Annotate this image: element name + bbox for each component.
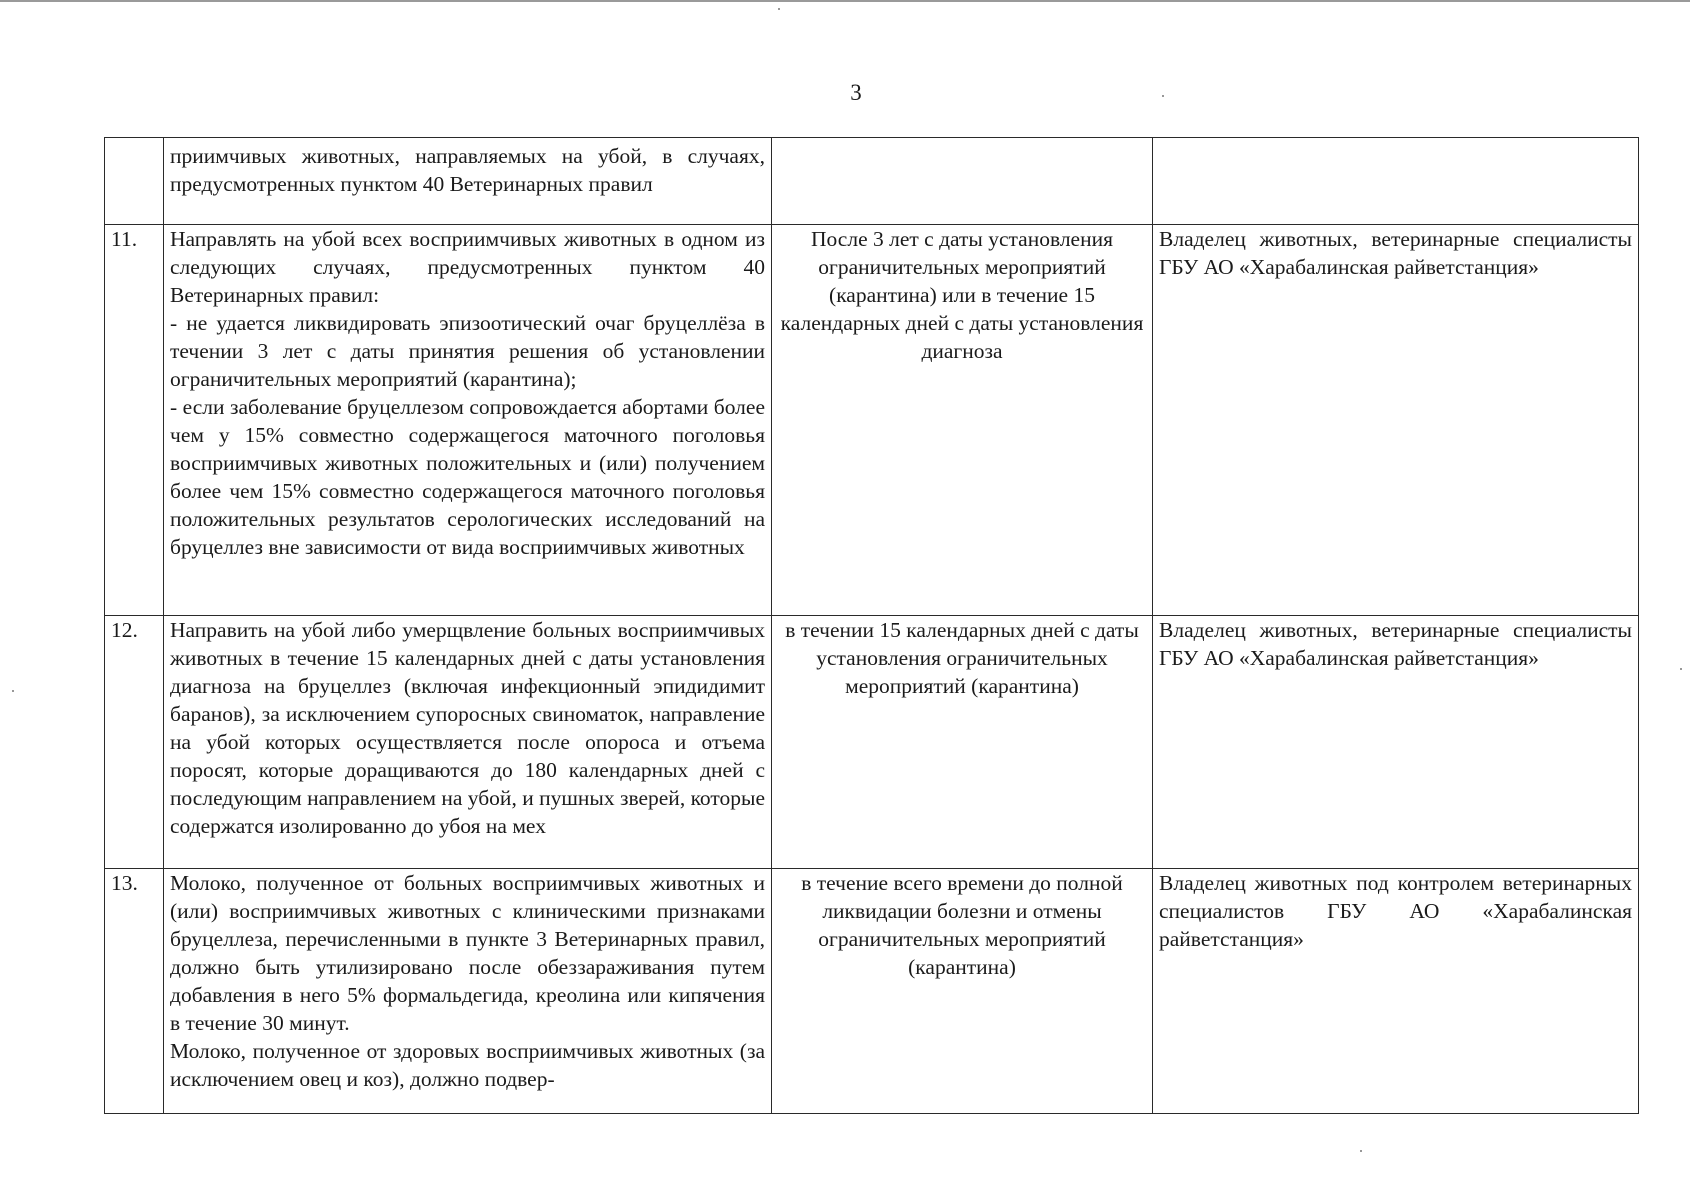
scan-speck [12, 690, 14, 692]
table-row-continuation [105, 138, 1639, 225]
action-cell [164, 616, 772, 869]
action-text: - не удается ликвидировать эпизоотический очаг бруцеллёза в течении 3 лет с даты принятия решения об установлении ограничительных мероприятий (карантина); [170, 311, 765, 391]
action-cell [164, 138, 772, 225]
scan-speck [1162, 95, 1164, 97]
responsible-cell [1153, 138, 1639, 225]
page-number: 3 [850, 80, 862, 105]
deadline-cell: После 3 лет с даты установления ограничительных мероприятий (карантина) или в течение 15 календарных дней с даты установления диагноза [772, 225, 1153, 616]
table-row-11 [105, 225, 1639, 616]
action-text: Направлять на убой всех восприимчивых животных в одном из следующих случаях, предусмотренных пунктом 40 Ветеринарных правил: [170, 227, 765, 307]
deadline-cell: в течение всего времени до полной ликвидации болезни и отмены ограничительных мероприятий (карантина) [772, 869, 1153, 1114]
action-text: приимчивых животных, направляемых на убой, в случаях, предусмотренных пунктом 40 Ветеринарных правил [170, 144, 765, 196]
measures-table [104, 137, 1639, 1114]
row-number [105, 138, 164, 225]
responsible-cell: Владелец животных под контролем ветеринарных специалистов ГБУ АО «Харабалинская райветстанция» [1153, 869, 1639, 1114]
row-number: 12. [105, 616, 164, 869]
action-cell [164, 869, 772, 1114]
action-cell [164, 225, 772, 616]
scan-speck [778, 8, 780, 10]
scan-speck [1680, 668, 1682, 670]
responsible-cell: Владелец животных, ветеринарные специалисты ГБУ АО «Харабалинская райветстанция» [1153, 616, 1639, 869]
action-text: Молоко, полученное от здоровых восприимчивых животных (за исключением овец и коз), должно подвер- [170, 1039, 765, 1091]
scan-top-edge [0, 0, 1690, 2]
scan-speck [1360, 1150, 1362, 1152]
row-number: 13. [105, 869, 164, 1114]
action-text: Молоко, полученное от больных восприимчивых животных и (или) восприимчивых животных с клиническими признаками бруцеллеза, перечисленными в пункте 3 Ветеринарных правил, должно быть утилизировано после обеззараживания путем добавления в него 5% формальдегида, креолина или кипячения в течение 30 минут. [170, 871, 765, 1035]
responsible-cell: Владелец животных, ветеринарные специалисты ГБУ АО «Харабалинская райветстанция» [1153, 225, 1639, 616]
table-row-13 [105, 869, 1639, 1114]
row-number: 11. [105, 225, 164, 616]
deadline-cell: в течении 15 календарных дней с даты установления ограничительных мероприятий (карантина) [772, 616, 1153, 869]
table-row-12 [105, 616, 1639, 869]
action-text: Направить на убой либо умерщвление больных восприимчивых животных в течение 15 календарных дней с даты установления диагноза на бруцеллез (включая инфекционный эпидидимит баранов), за исключением супоросных свиноматок, направление на убой которых осуществляется после опороса и отъема поросят, которые доращиваются до 180 календарных дней с последующим направлением на убой, и пушных зверей, которые содержатся изолированно до убоя на мех [170, 618, 765, 838]
action-text: - если заболевание бруцеллезом сопровождается абортами более чем у 15% совместно содержащегося маточного поголовья восприимчивых животных положительных и (или) получением более чем 15% совместно содержащегося маточного поголовья положительных результатов серологических исследований на бруцеллез вне зависимости от вида восприимчивых животных [170, 395, 765, 559]
deadline-cell [772, 138, 1153, 225]
